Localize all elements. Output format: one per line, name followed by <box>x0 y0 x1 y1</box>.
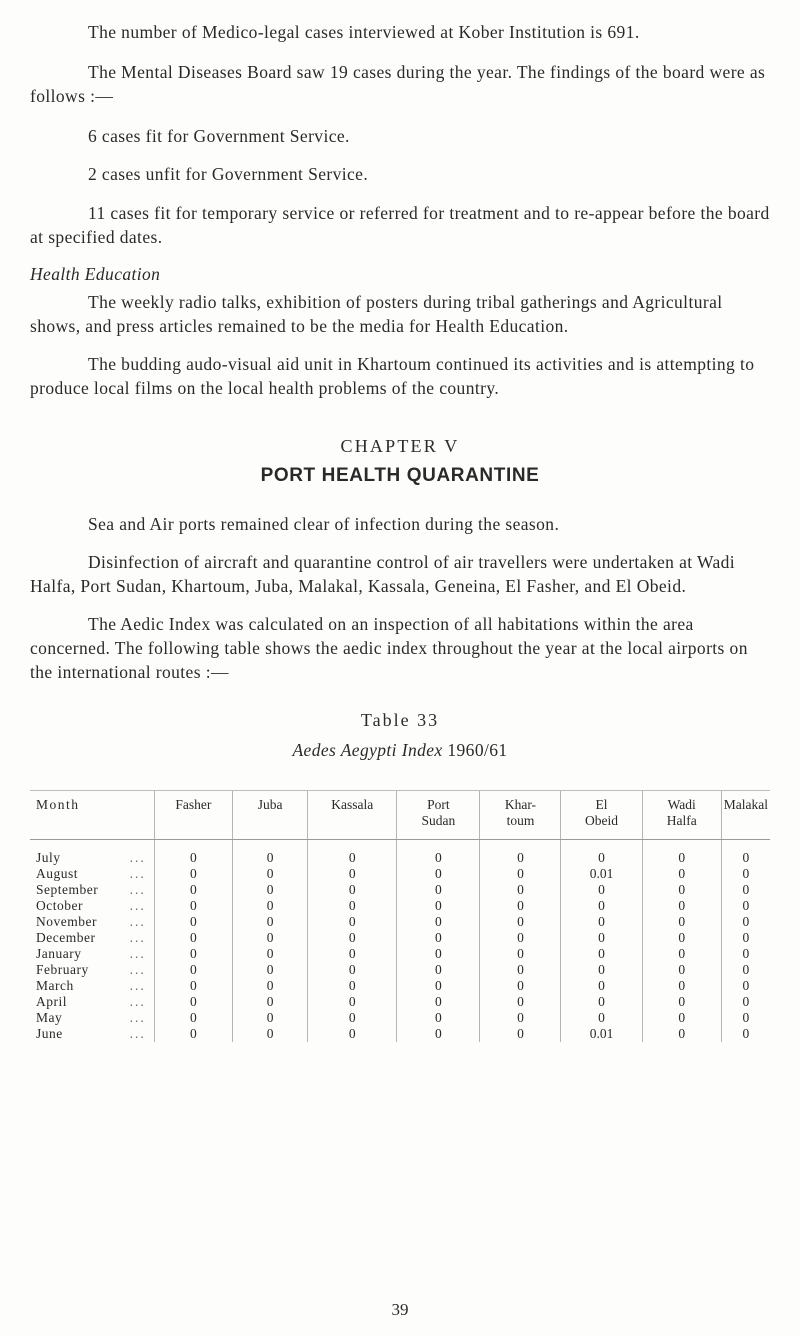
leader-dots: ... <box>129 898 146 913</box>
quarantine-para-1 <box>30 512 770 536</box>
chapter-label-block <box>30 434 770 458</box>
index-cell-wadi-halfa: 0 <box>642 898 721 914</box>
header-el-obeid-line1: El <box>595 797 608 812</box>
index-cell-wadi-halfa: 0 <box>642 882 721 898</box>
table-label-block <box>30 708 770 732</box>
month-cell <box>30 898 154 914</box>
table-row <box>30 994 770 1010</box>
index-cell-el-obeid: 0 <box>561 840 642 867</box>
index-cell-fasher: 0 <box>154 994 232 1010</box>
table-row <box>30 882 770 898</box>
index-cell-el-obeid: 0 <box>561 962 642 978</box>
header-el-obeid <box>561 791 642 840</box>
index-cell-juba: 0 <box>233 946 308 962</box>
month-label: January <box>36 946 82 961</box>
index-cell-el-obeid: 0 <box>561 1010 642 1026</box>
health-education-heading: Health Education <box>30 264 161 284</box>
table-row <box>30 1026 770 1042</box>
chapter-title: PORT HEALTH QUARANTINE <box>260 465 540 486</box>
header-wadi-halfa <box>642 791 721 840</box>
index-cell-malakal: 0 <box>721 898 770 914</box>
month-cell <box>30 840 154 867</box>
index-cell-juba: 0 <box>233 840 308 867</box>
header-month: Month <box>30 791 154 840</box>
health-education-para-2 <box>30 352 770 400</box>
health-education-text: The budding audo-visual aid unit in Khartoum continued its activities and is attempting to produce local films on the local health problems of the country. <box>30 354 755 398</box>
index-cell-port-sudan: 0 <box>397 994 480 1010</box>
index-cell-wadi-halfa: 0 <box>642 1010 721 1026</box>
index-cell-wadi-halfa: 0 <box>642 978 721 994</box>
aedes-index-table <box>30 790 770 1042</box>
table-caption-block <box>30 738 770 762</box>
index-cell-fasher: 0 <box>154 1026 232 1042</box>
index-cell-malakal: 0 <box>721 962 770 978</box>
table-row <box>30 840 770 867</box>
index-cell-el-obeid: 0 <box>561 994 642 1010</box>
index-cell-juba: 0 <box>233 1026 308 1042</box>
index-cell-kassala: 0 <box>308 1010 397 1026</box>
month-cell <box>30 914 154 930</box>
index-cell-malakal: 0 <box>721 978 770 994</box>
leader-dots: ... <box>129 978 146 993</box>
index-cell-juba: 0 <box>233 866 308 882</box>
header-fasher: Fasher <box>154 791 232 840</box>
quarantine-text: Disinfection of aircraft and quarantine control of air travellers were undertaken at Wadi Halfa, Port Sudan, Khartoum, Juba, Malakal, Kassala, Geneina, El Fasher, and El Obeid. <box>30 552 736 596</box>
index-cell-khartoum: 0 <box>480 898 561 914</box>
index-cell-khartoum: 0 <box>480 946 561 962</box>
health-education-heading-block <box>30 262 770 286</box>
index-cell-juba: 0 <box>233 994 308 1010</box>
mental-board-section <box>30 60 770 108</box>
table-row <box>30 930 770 946</box>
finding-1 <box>30 124 770 148</box>
index-cell-kassala: 0 <box>308 898 397 914</box>
index-cell-khartoum: 0 <box>480 1026 561 1042</box>
finding-2 <box>30 162 770 186</box>
header-el-obeid-line2: Obeid <box>585 813 619 828</box>
index-cell-el-obeid: 0 <box>561 914 642 930</box>
index-cell-port-sudan: 0 <box>397 1026 480 1042</box>
index-cell-el-obeid: 0 <box>561 898 642 914</box>
index-cell-khartoum: 0 <box>480 1010 561 1026</box>
month-label: September <box>36 882 99 897</box>
month-label: March <box>36 978 74 993</box>
table-caption-title: Aedes Aegypti Index <box>292 740 443 760</box>
index-cell-kassala: 0 <box>308 914 397 930</box>
index-cell-kassala: 0 <box>308 930 397 946</box>
leader-dots: ... <box>129 930 146 945</box>
chapter-title-block <box>30 464 770 488</box>
index-cell-fasher: 0 <box>154 930 232 946</box>
index-cell-juba: 0 <box>233 930 308 946</box>
leader-dots: ... <box>129 914 146 929</box>
header-kassala: Kassala <box>308 791 397 840</box>
index-cell-wadi-halfa: 0 <box>642 866 721 882</box>
table-header-row <box>30 791 770 840</box>
index-cell-port-sudan: 0 <box>397 914 480 930</box>
index-cell-juba: 0 <box>233 978 308 994</box>
month-label: August <box>36 866 79 881</box>
month-label: July <box>36 850 61 865</box>
month-label: February <box>36 962 89 977</box>
index-cell-port-sudan: 0 <box>397 898 480 914</box>
index-cell-kassala: 0 <box>308 1026 397 1042</box>
index-cell-malakal: 0 <box>721 994 770 1010</box>
index-cell-malakal: 0 <box>721 840 770 867</box>
index-cell-port-sudan: 0 <box>397 882 480 898</box>
index-cell-fasher: 0 <box>154 866 232 882</box>
kober-paragraph: The number of Medico-legal cases interviewed at Kober Institution is 691. <box>88 22 640 42</box>
month-label: October <box>36 898 83 913</box>
index-cell-port-sudan: 0 <box>397 930 480 946</box>
leader-dots: ... <box>129 850 146 865</box>
header-wadi-halfa-line2: Halfa <box>666 813 697 828</box>
table-row <box>30 866 770 882</box>
index-cell-fasher: 0 <box>154 1010 232 1026</box>
finding-3 <box>30 201 770 249</box>
index-cell-wadi-halfa: 0 <box>642 1026 721 1042</box>
index-cell-malakal: 0 <box>721 1026 770 1042</box>
header-wadi-halfa-line1: Wadi <box>667 797 696 812</box>
index-cell-fasher: 0 <box>154 840 232 867</box>
index-cell-khartoum: 0 <box>480 978 561 994</box>
table-row <box>30 946 770 962</box>
month-cell <box>30 962 154 978</box>
index-cell-khartoum: 0 <box>480 914 561 930</box>
index-cell-kassala: 0 <box>308 978 397 994</box>
month-cell <box>30 1026 154 1042</box>
index-cell-khartoum: 0 <box>480 866 561 882</box>
month-label: June <box>36 1026 63 1041</box>
index-cell-el-obeid: 0.01 <box>561 1026 642 1042</box>
leader-dots: ... <box>129 994 146 1009</box>
leader-dots: ... <box>129 882 146 897</box>
index-cell-port-sudan: 0 <box>397 962 480 978</box>
index-cell-khartoum: 0 <box>480 962 561 978</box>
header-juba: Juba <box>233 791 308 840</box>
month-label: April <box>36 994 67 1009</box>
index-cell-juba: 0 <box>233 1010 308 1026</box>
table-row <box>30 1010 770 1026</box>
month-cell <box>30 930 154 946</box>
index-cell-el-obeid: 0.01 <box>561 866 642 882</box>
table-row <box>30 898 770 914</box>
kober-section <box>30 20 770 44</box>
index-cell-malakal: 0 <box>721 930 770 946</box>
index-cell-juba: 0 <box>233 962 308 978</box>
leader-dots: ... <box>129 866 146 881</box>
index-cell-el-obeid: 0 <box>561 930 642 946</box>
index-cell-port-sudan: 0 <box>397 1010 480 1026</box>
index-cell-malakal: 0 <box>721 914 770 930</box>
index-cell-port-sudan: 0 <box>397 946 480 962</box>
header-khartoum-line1: Khar- <box>504 797 537 812</box>
index-cell-khartoum: 0 <box>480 994 561 1010</box>
index-cell-el-obeid: 0 <box>561 882 642 898</box>
finding-text: 2 cases unfit for Government Service. <box>88 164 369 184</box>
index-cell-fasher: 0 <box>154 914 232 930</box>
index-cell-kassala: 0 <box>308 882 397 898</box>
month-label: December <box>36 930 96 945</box>
index-cell-port-sudan: 0 <box>397 978 480 994</box>
header-malakal: Malakal <box>721 791 770 840</box>
month-cell <box>30 882 154 898</box>
mental-board-paragraph: The Mental Diseases Board saw 19 cases during the year. The findings of the board were as follows :— <box>30 62 766 106</box>
index-cell-fasher: 0 <box>154 898 232 914</box>
index-cell-wadi-halfa: 0 <box>642 962 721 978</box>
index-cell-el-obeid: 0 <box>561 946 642 962</box>
header-port-sudan-line2: Sudan <box>421 813 456 828</box>
month-cell <box>30 866 154 882</box>
month-label: November <box>36 914 97 929</box>
index-cell-kassala: 0 <box>308 866 397 882</box>
month-cell <box>30 946 154 962</box>
finding-text: 11 cases fit for temporary service or referred for treatment and to re-appear before the board at specified dates. <box>30 203 770 247</box>
month-label: May <box>36 1010 63 1025</box>
month-cell <box>30 978 154 994</box>
table-row <box>30 914 770 930</box>
index-cell-malakal: 0 <box>721 866 770 882</box>
chapter-label: CHAPTER V <box>340 436 460 456</box>
index-cell-malakal: 0 <box>721 1010 770 1026</box>
index-cell-kassala: 0 <box>308 946 397 962</box>
leader-dots: ... <box>129 946 146 961</box>
leader-dots: ... <box>129 1026 146 1041</box>
index-cell-wadi-halfa: 0 <box>642 840 721 867</box>
index-cell-malakal: 0 <box>721 946 770 962</box>
leader-dots: ... <box>129 962 146 977</box>
index-cell-fasher: 0 <box>154 962 232 978</box>
index-cell-wadi-halfa: 0 <box>642 994 721 1010</box>
header-khartoum <box>480 791 561 840</box>
leader-dots: ... <box>129 1010 146 1025</box>
table-caption <box>30 738 770 762</box>
index-cell-khartoum: 0 <box>480 882 561 898</box>
page-number: 39 <box>391 1300 409 1319</box>
index-cell-wadi-halfa: 0 <box>642 930 721 946</box>
index-cell-juba: 0 <box>233 882 308 898</box>
index-cell-malakal: 0 <box>721 882 770 898</box>
index-cell-port-sudan: 0 <box>397 840 480 867</box>
index-cell-khartoum: 0 <box>480 930 561 946</box>
header-port-sudan-line1: Port <box>427 797 450 812</box>
table-label: Table 33 <box>360 710 440 730</box>
table-row <box>30 978 770 994</box>
quarantine-text: The Aedic Index was calculated on an inspection of all habitations within the area concerned. The following table shows the aedic index throughout the year at the local airports on the international routes :— <box>30 614 748 682</box>
index-cell-juba: 0 <box>233 898 308 914</box>
table-row <box>30 962 770 978</box>
index-cell-wadi-halfa: 0 <box>642 946 721 962</box>
header-khartoum-line2: toum <box>506 813 535 828</box>
index-cell-fasher: 0 <box>154 946 232 962</box>
health-education-text: The weekly radio talks, exhibition of posters during tribal gatherings and Agricultural shows, and press articles remained to be the media for Health Education. <box>30 292 723 336</box>
index-cell-kassala: 0 <box>308 962 397 978</box>
index-cell-khartoum: 0 <box>480 840 561 867</box>
index-cell-fasher: 0 <box>154 882 232 898</box>
quarantine-para-3 <box>30 612 770 684</box>
quarantine-para-2 <box>30 550 770 598</box>
table-caption-year: 1960/61 <box>447 740 508 760</box>
header-port-sudan <box>397 791 480 840</box>
finding-text: 6 cases fit for Government Service. <box>88 126 350 146</box>
month-cell <box>30 994 154 1010</box>
table-body <box>30 840 770 1043</box>
index-cell-fasher: 0 <box>154 978 232 994</box>
index-cell-wadi-halfa: 0 <box>642 914 721 930</box>
index-cell-juba: 0 <box>233 914 308 930</box>
index-cell-kassala: 0 <box>308 994 397 1010</box>
month-cell <box>30 1010 154 1026</box>
index-cell-el-obeid: 0 <box>561 978 642 994</box>
index-cell-port-sudan: 0 <box>397 866 480 882</box>
index-cell-kassala: 0 <box>308 840 397 867</box>
health-education-para-1 <box>30 290 770 338</box>
quarantine-text: Sea and Air ports remained clear of infection during the season. <box>88 514 560 534</box>
